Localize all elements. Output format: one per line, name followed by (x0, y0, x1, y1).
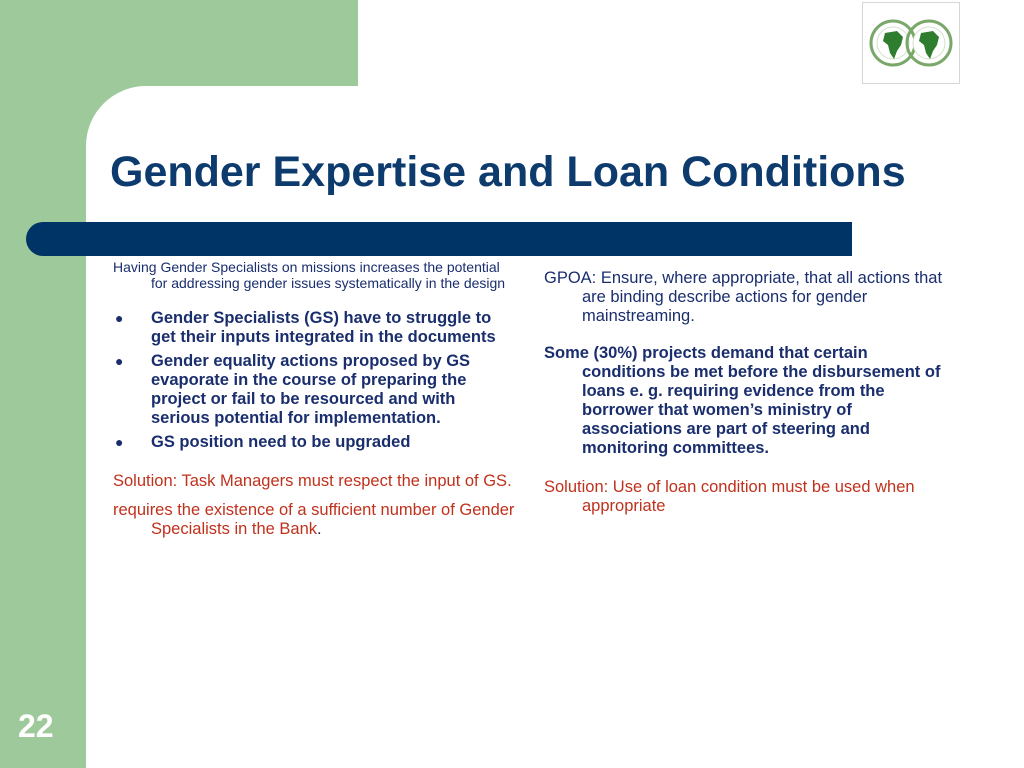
list-item (113, 309, 518, 347)
bank-logo (862, 2, 960, 84)
bullet-text: Gender Specialists (GS) have to struggle to get their inputs integrated in the documents (151, 309, 496, 346)
bullet-list (113, 309, 518, 452)
intro-paragraph: Having Gender Specialists on missions increases the potential for addressing gender issues systematically in the design (113, 259, 506, 291)
left-column (113, 259, 518, 539)
list-item (113, 433, 518, 452)
bullet-icon: ● (115, 310, 124, 326)
bullet-icon: ● (115, 353, 124, 369)
left-solution: Solution: Task Managers must respect the input of GS. (113, 472, 512, 490)
slide-number: 22 (18, 708, 54, 744)
requires-text: requires the existence of a sufficient number of Gender Specialists in the Bank (113, 501, 515, 538)
list-item (113, 352, 518, 428)
slide-title: Gender Expertise and Loan Conditions (110, 148, 906, 196)
gpoa-paragraph: GPOA: Ensure, where appropriate, that all actions that are binding describe actions for gender mainstreaming. (544, 269, 943, 325)
right-column (544, 269, 944, 516)
bullet-icon: ● (115, 434, 124, 450)
requires-period: . (317, 520, 322, 538)
title-underline-bar (26, 222, 852, 256)
africa-map-icon (863, 3, 959, 83)
projects-paragraph: Some (30%) projects demand that certain conditions be met before the disbursement of loans e. g. requiring evidence from the borrower that women’s ministry of associations are part of steering and monitoring committees. (544, 344, 941, 457)
right-solution: Solution: Use of loan condition must be used when appropriate (544, 478, 915, 515)
requires-paragraph (113, 501, 518, 539)
bullet-text: Gender equality actions proposed by GS evaporate in the course of preparing the project or fail to be resourced and with serious potential for implementation. (151, 352, 471, 427)
bullet-text: GS position need to be upgraded (151, 433, 411, 451)
